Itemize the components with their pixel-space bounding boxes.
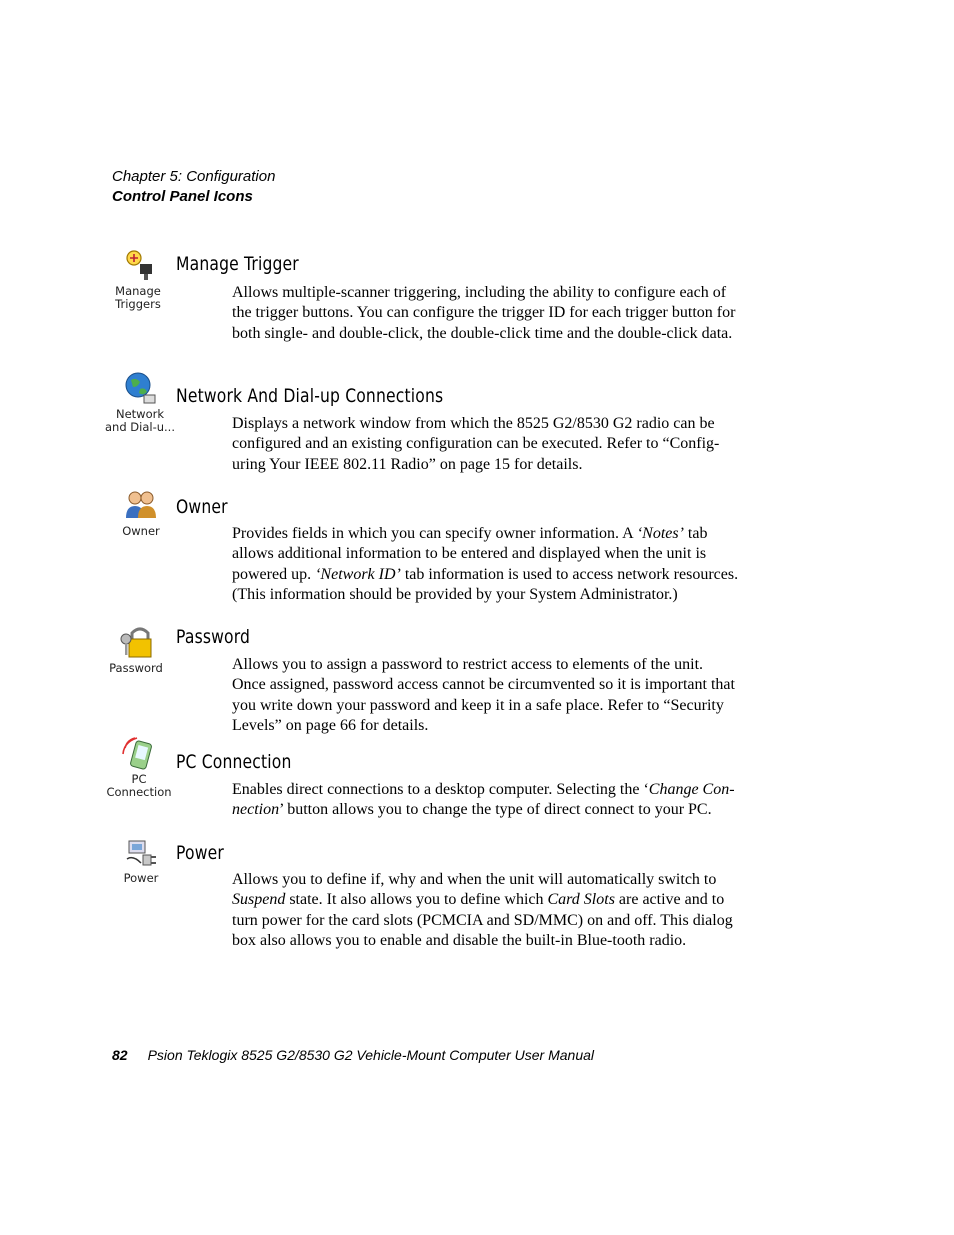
owner-icon-label: Owner: [122, 524, 160, 538]
password-item: [96, 625, 176, 675]
password-heading: Password: [176, 626, 251, 648]
manage-trigger-heading: Manage Trigger: [176, 253, 299, 275]
manage-triggers-item: [98, 248, 178, 311]
pc-connection-heading: PC Connection: [176, 751, 292, 773]
change-connection-term: Change Con-nection: [232, 781, 735, 819]
manual-title: Psion Teklogix 8525 G2/8530 G2 Vehicle-Mount Computer User Manual: [147, 1047, 595, 1063]
network-item: [100, 371, 180, 434]
power-text-3: are active and to turn power for the card slots (PCMCIA and SD/MMC) on and off. This dialog box also allows you to enable and disable the built-in Blue-tooth radio.: [232, 891, 733, 949]
pc-connection-icon-label: PC Connection: [106, 772, 172, 799]
owner-heading: Owner: [176, 496, 228, 518]
page-number: 82: [112, 1047, 128, 1063]
network-icon-label: Network and Dial-u...: [105, 407, 175, 434]
password-icon-label: Password: [109, 661, 163, 675]
power-icon: [123, 835, 159, 871]
network-globe-icon: [122, 371, 158, 407]
manage-triggers-icon-label: Manage Triggers: [115, 284, 161, 311]
running-header: [112, 167, 275, 207]
pc-connection-icon: [121, 736, 157, 772]
password-lock-icon: [118, 625, 154, 661]
power-item: [101, 835, 181, 885]
pc-connection-item: [99, 736, 179, 799]
owner-text-3: tab information is used to access network resources. (This information should be provided by your System Administrator.): [232, 565, 739, 603]
network-description: Displays a network window from which the 8525 G2/8530 G2 radio can be configured and an existing configuration can be executed. Refer to “Config-uring Your IEEE 802.11 Radio” on page 15 for details.: [232, 415, 720, 473]
owner-people-icon: [123, 488, 159, 524]
manage-trigger-description: Allows multiple-scanner triggering, including the ability to configure each of the trigger buttons. You can configure the trigger ID for each trigger button for both single- and double-click, the double-click time and the double-click data.: [232, 284, 736, 342]
pc-connection-description: [232, 780, 740, 821]
network-heading: Network And Dial-up Connections: [176, 385, 444, 407]
power-icon-label: Power: [123, 871, 159, 885]
owner-text-2: tab allows additional information to be entered and displayed when the unit is powered up.: [232, 525, 708, 583]
power-description: [232, 870, 740, 951]
section-label: Control Panel Icons: [112, 188, 253, 205]
network-id-term: ‘Network ID’: [315, 565, 401, 583]
card-slots-term: Card Slots: [547, 891, 615, 909]
notes-term: ‘Notes’: [636, 525, 684, 542]
power-text-1: Allows you to define if, why and when the unit will automatically switch to: [232, 871, 717, 888]
password-description: Allows you to assign a password to restrict access to elements of the unit. Once assigned, password access cannot be circumvented so it is important that you write down your password and keep it in a safe place. Refer to “Security Levels” on page 66 for details.: [232, 656, 735, 734]
pc-text-1: Enables direct connections to a desktop computer. Selecting the ‘: [232, 781, 649, 798]
owner-description: [232, 524, 740, 605]
owner-text-1: Provides fields in which you can specify owner information. A: [232, 525, 637, 542]
power-text-2: state. It also allows you to define which: [285, 891, 548, 909]
suspend-term: Suspend: [232, 891, 286, 909]
running-footer: [112, 1047, 594, 1063]
owner-item: [101, 488, 181, 538]
pc-text-2: ’ button allows you to change the type of direct connect to your PC.: [279, 801, 712, 819]
power-heading: Power: [176, 842, 224, 864]
chapter-label: Chapter 5: Configuration: [112, 168, 276, 185]
manage-triggers-icon: [120, 248, 156, 284]
